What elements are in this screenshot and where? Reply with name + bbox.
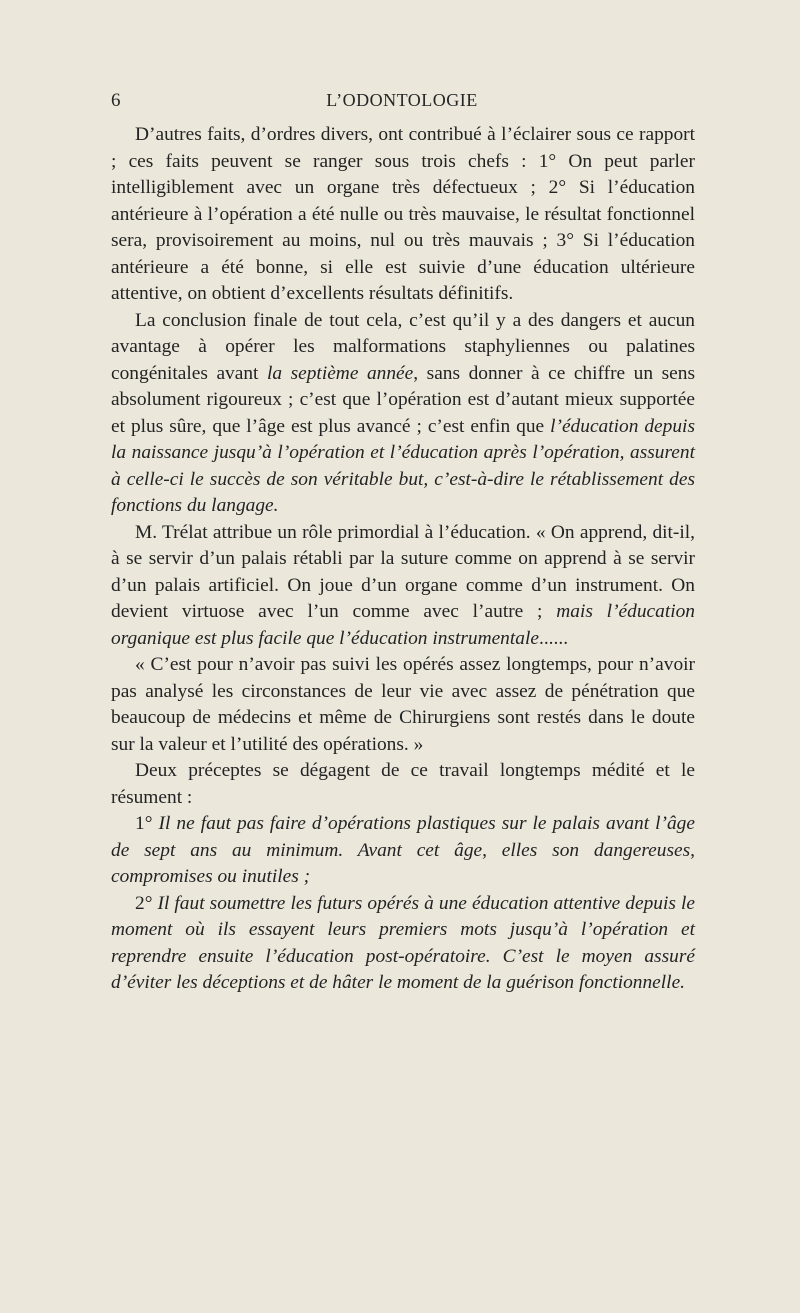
paragraph-7 — [111, 891, 695, 997]
italic-text-run: l’éducation depuis la naissance jusqu’à l’opération et l’éducation après l’opération, assurent à celle-ci le succès de son véritable but, c’est-à-dire le rétablissement des fonctions du langage. — [111, 415, 695, 516]
italic-text-run: la septième année — [266, 362, 414, 384]
text-run: , sans donner à ce chiffre un sens absolument rigoureux ; c’est que l’opération est d’autant mieux supportée et plus sûre, que l’âge est plus avancé ; c’est enfin que — [111, 362, 695, 437]
paragraph-1 — [111, 122, 695, 308]
paragraph-2 — [111, 308, 695, 520]
page-number: 6 — [111, 90, 121, 111]
text-run: 2° — [135, 892, 158, 914]
text-run: M. Trélat attribue un rôle primordial à l’éducation. « On apprend, dit-il, à se servir d’un palais rétabli par la suture comme on apprend à se servir d’un palais artificiel. On joue d’un organe comme d’un instrument. On devient virtuose avec l’un comme avec l’autre ; — [111, 521, 695, 622]
italic-text-run: Il ne faut pas faire d’opérations plastiques sur le palais avant l’âge de sept ans au minimum. Avant cet âge, elles son dangereuses, compromises ou inutiles ; — [111, 813, 695, 887]
paragraph-4 — [111, 652, 695, 758]
italic-text-run: Il faut soumettre les futurs opérés à une éducation attentive depuis le moment où ils essayent leurs premiers mots jusqu’à l’opération et reprendre ensuite l’éducation post-opératoire. C’est le moyen assuré d’éviter les déceptions et de hâter le moment de la guérison fonctionnelle. — [111, 892, 695, 993]
text-run: « C’est pour n’avoir pas suivi les opérés assez longtemps, pour n’avoir pas analysé les circonstances de leur vie avec assez de pénétration que beaucoup de médecins et même de Chirurgiens sont restés dans le doute sur la valeur et l’utilité des opérations. » — [111, 654, 695, 755]
page-header — [111, 90, 693, 114]
paragraph-3 — [111, 520, 695, 653]
body-text — [111, 122, 695, 997]
text-run: ...... — [538, 627, 569, 649]
running-title: L’ODONTOLOGIE — [326, 90, 478, 110]
paragraph-6 — [111, 811, 695, 891]
italic-text-run: mais l’éducation organique est plus facile que l’éducation instrumentale — [111, 601, 695, 649]
text-run: 1° — [135, 813, 159, 834]
text-run: La conclusion finale de tout cela, c’est qu’il y a des dangers et aucun avantage à opérer les malformations staphyliennes ou palatines congénitales avant — [111, 309, 695, 384]
paragraph-5 — [111, 758, 695, 811]
text-run: D’autres faits, d’ordres divers, ont contribué à l’éclairer sous ce rapport ; ces faits peuvent se ranger sous trois chefs : 1° On peut parler intelligiblement avec un organe très défectueux ; 2° Si l’éducation antérieure à l’opération a été nulle ou très mauvaise, le résultat fonctionnel sera, provisoirement au moins, nul ou très mauvais ; 3° Si l’éducation antérieure a été bonne, si elle est suivie d’une éducation ultérieure attentive, on obtient d’excellents résultats définitifs. — [111, 124, 695, 304]
text-run: Deux préceptes se dégagent de ce travail longtemps médité et le résument : — [111, 760, 695, 808]
